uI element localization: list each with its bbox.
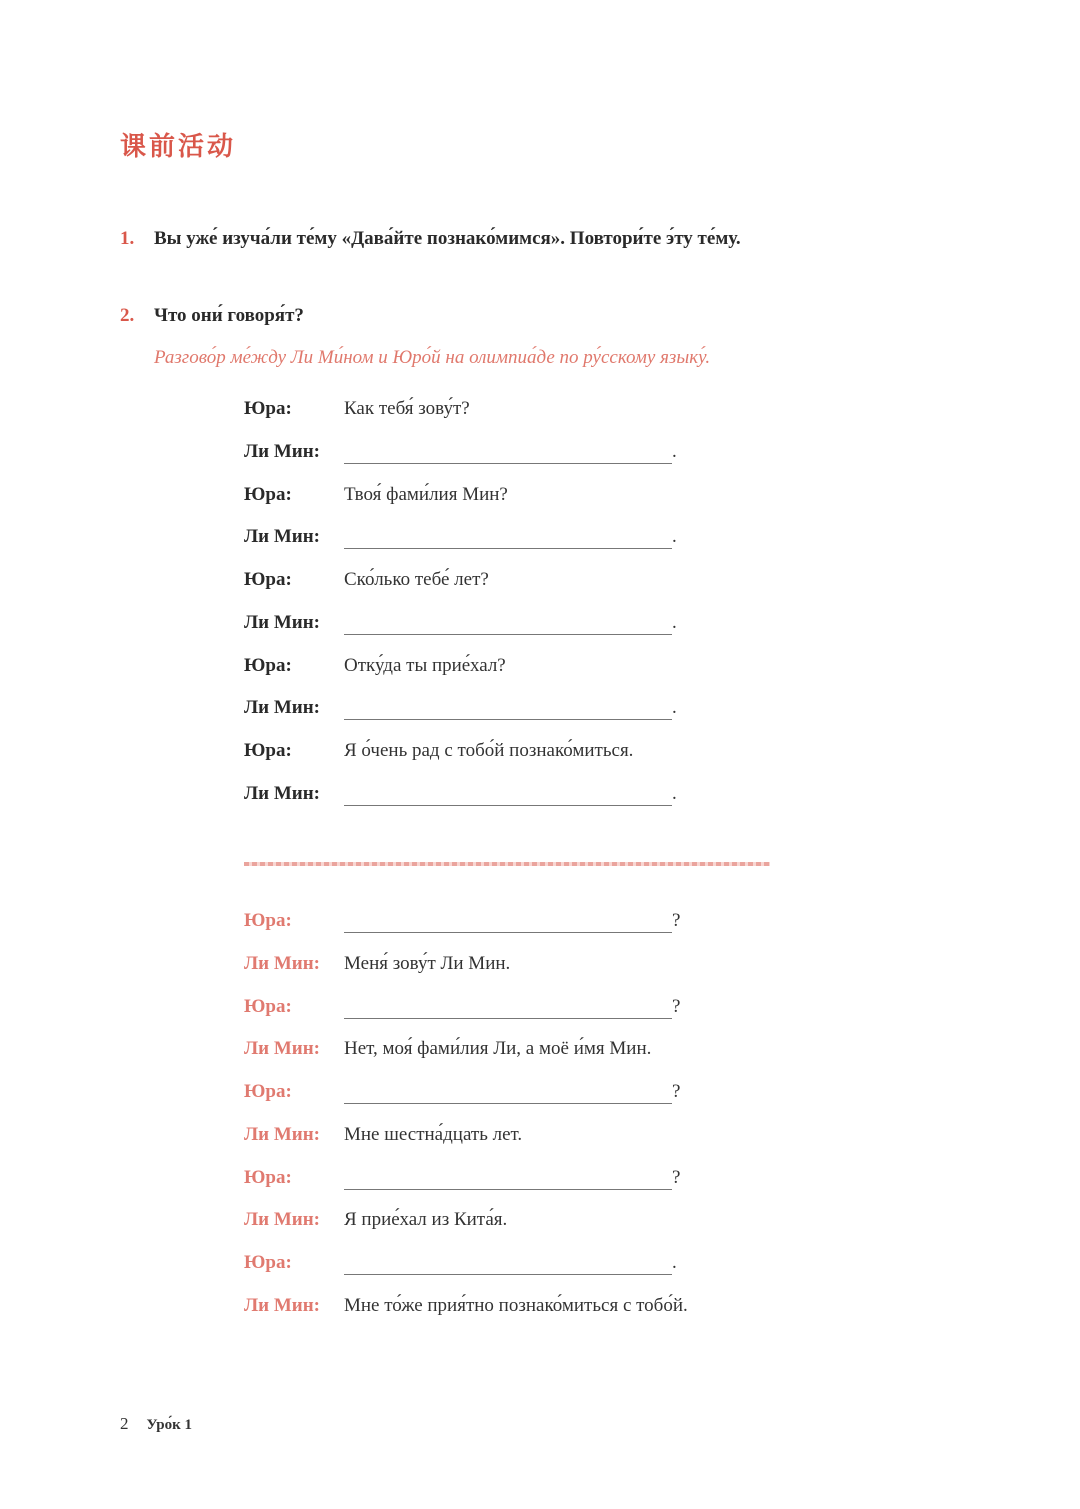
dialog-line xyxy=(244,953,804,996)
speaker-label: Юра: xyxy=(244,398,292,419)
dialog-line xyxy=(244,1252,804,1295)
dialog-line xyxy=(244,1124,804,1167)
speaker-label: Ли Мин: xyxy=(244,952,321,974)
speaker-label: Юра: xyxy=(244,483,292,505)
blank-punctuation: ? xyxy=(672,1081,681,1102)
line-text: Меня́ зову́т Ли Мин. xyxy=(344,952,511,974)
speaker-label: Ли Мин: xyxy=(244,440,321,462)
answer-blank[interactable] xyxy=(344,1189,672,1190)
task-2-number: 2. xyxy=(120,305,135,326)
line-text: Мне то́же прия́тно познако́миться с тобо́й. xyxy=(344,1294,688,1316)
line-text: Я о́чень рад с тобо́й познако́миться. xyxy=(344,740,634,761)
answer-blank[interactable] xyxy=(344,1018,672,1019)
page-footer xyxy=(120,1414,192,1434)
task-2 xyxy=(120,305,304,327)
answer-blank[interactable] xyxy=(344,463,672,464)
answer-blank[interactable] xyxy=(344,634,672,635)
dialog-line xyxy=(244,910,804,953)
line-text: Нет, моя́ фами́лия Ли, а моё и́мя Мин. xyxy=(344,1038,652,1060)
dialog-line xyxy=(244,398,804,441)
answer-blank[interactable] xyxy=(344,719,672,720)
task-2-text: Что они́ говоря́т? xyxy=(154,305,304,326)
blank-punctuation: ? xyxy=(672,910,681,931)
speaker-label: Ли Мин: xyxy=(244,526,321,548)
speaker-label: Юра: xyxy=(244,910,292,931)
speaker-label: Ли Мин: xyxy=(244,1294,321,1316)
decorative-divider xyxy=(244,862,770,866)
dialog-line xyxy=(244,1038,804,1081)
dialog-line xyxy=(244,1081,804,1124)
dialog-line xyxy=(244,1295,804,1338)
speaker-label: Юра: xyxy=(244,1252,292,1273)
line-text: Мне шестна́дцать лет. xyxy=(344,1123,523,1145)
speaker-label: Ли Мин: xyxy=(244,697,321,719)
blank-punctuation: . xyxy=(672,782,677,804)
speaker-label: Юра: xyxy=(244,995,292,1017)
line-text: Отку́да ты прие́хал? xyxy=(344,654,506,676)
dialog-line xyxy=(244,1209,804,1252)
blank-punctuation: ? xyxy=(672,1166,681,1188)
line-text: Твоя́ фами́лия Мин? xyxy=(344,483,508,505)
dialog-line xyxy=(244,655,804,698)
speaker-label: Юра: xyxy=(244,740,292,761)
dialog-line xyxy=(244,612,804,655)
dialog-part-1 xyxy=(244,398,804,826)
answer-blank[interactable] xyxy=(344,805,672,806)
dialog-line xyxy=(244,1167,804,1210)
speaker-label: Ли Мин: xyxy=(244,1123,321,1145)
speaker-label: Юра: xyxy=(244,1166,292,1188)
answer-blank[interactable] xyxy=(344,1274,672,1275)
line-text: Как тебя́ зову́т? xyxy=(344,398,470,419)
dialog-line xyxy=(244,783,804,826)
blank-punctuation: . xyxy=(672,526,677,548)
dialog-subtitle: Разгово́р ме́жду Ли Ми́ном и Юро́й на олимпиа́де по ру́сскому языку́. xyxy=(154,347,711,368)
blank-punctuation: . xyxy=(672,1252,677,1273)
task-1-number: 1. xyxy=(120,228,135,249)
line-text: Ско́лько тебе́ лет? xyxy=(344,569,489,590)
answer-blank[interactable] xyxy=(344,1103,672,1104)
task-1 xyxy=(120,228,741,250)
blank-punctuation: ? xyxy=(672,995,681,1017)
page-number: 2 xyxy=(120,1414,129,1433)
section-title: 课前活动 xyxy=(120,132,237,162)
speaker-label: Ли Мин: xyxy=(244,1038,321,1060)
dialog-line xyxy=(244,697,804,740)
speaker-label: Юра: xyxy=(244,569,292,590)
speaker-label: Юра: xyxy=(244,654,292,676)
dialog-line xyxy=(244,740,804,783)
task-1-text: Вы уже́ изуча́ли те́му «Дава́йте познако́мимся». Повтори́те э́ту те́му. xyxy=(154,228,741,249)
blank-punctuation: . xyxy=(672,440,677,462)
dialog-line xyxy=(244,484,804,527)
speaker-label: Ли Мин: xyxy=(244,782,321,804)
lesson-label: Уро́к 1 xyxy=(146,1417,193,1433)
dialog-line xyxy=(244,996,804,1039)
speaker-label: Юра: xyxy=(244,1081,292,1102)
speaker-label: Ли Мин: xyxy=(244,1209,321,1231)
blank-punctuation: . xyxy=(672,697,677,719)
dialog-line xyxy=(244,526,804,569)
speaker-label: Ли Мин: xyxy=(244,611,321,633)
blank-punctuation: . xyxy=(672,611,677,633)
dialog-part-2 xyxy=(244,910,804,1338)
answer-blank[interactable] xyxy=(344,548,672,549)
dialog-line xyxy=(244,441,804,484)
answer-blank[interactable] xyxy=(344,932,672,933)
dialog-line xyxy=(244,569,804,612)
line-text: Я прие́хал из Кита́я. xyxy=(344,1209,508,1231)
